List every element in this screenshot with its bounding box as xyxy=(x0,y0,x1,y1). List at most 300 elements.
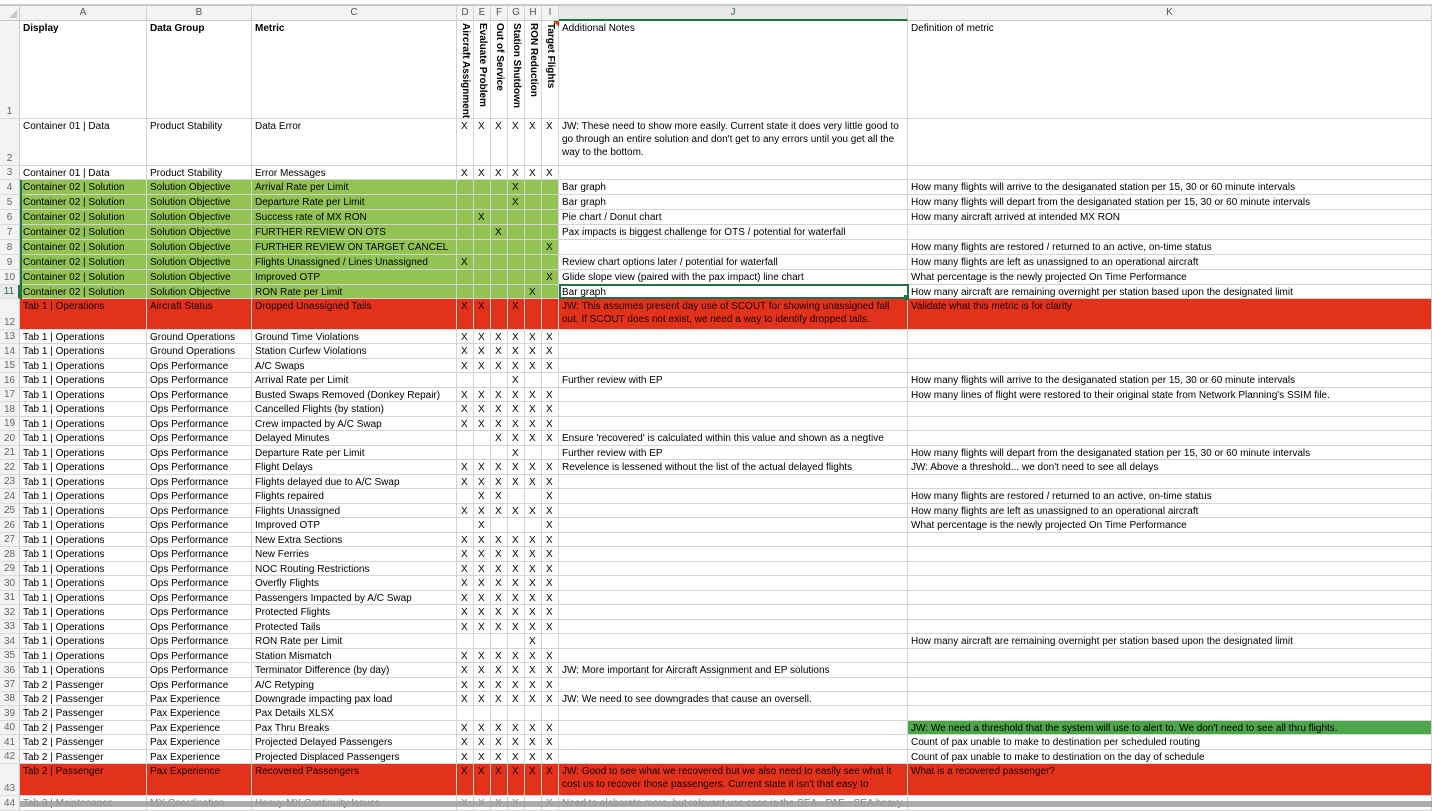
cell-solution-flag[interactable]: X xyxy=(525,678,542,692)
cell-additional-notes[interactable] xyxy=(559,721,908,735)
cell-solution-flag[interactable]: X xyxy=(491,649,508,663)
fill-handle[interactable] xyxy=(904,295,909,300)
cell-solution-flag[interactable]: X xyxy=(474,504,491,518)
cell-display[interactable]: Tab 1 | Operations xyxy=(20,504,147,518)
cell-solution-flag[interactable]: X xyxy=(457,417,474,431)
cell-metric[interactable]: Protected Tails xyxy=(252,620,457,634)
cell-data-group[interactable]: Ops Performance xyxy=(147,562,252,576)
row-header[interactable]: 36 xyxy=(0,663,20,678)
cell-display[interactable]: Tab 2 | Passenger xyxy=(20,692,147,706)
cell-solution-flag[interactable]: X xyxy=(542,591,559,605)
header-solution[interactable] xyxy=(491,21,508,119)
column-header-b[interactable]: B xyxy=(147,6,252,21)
cell-solution-flag[interactable] xyxy=(508,489,525,504)
row-header[interactable]: 23 xyxy=(0,475,20,489)
cell-metric[interactable]: Station Mismatch xyxy=(252,649,457,663)
cell-display[interactable]: Tab 1 | Operations xyxy=(20,344,147,359)
cell-additional-notes[interactable]: Pax impacts is biggest challenge for OTS / potential for waterfall xyxy=(559,225,908,240)
cell-solution-flag[interactable]: X xyxy=(525,504,542,518)
cell-solution-flag[interactable]: X xyxy=(474,344,491,359)
cell-solution-flag[interactable]: X xyxy=(525,750,542,764)
cell-solution-flag[interactable] xyxy=(508,634,525,649)
row-header[interactable]: 17 xyxy=(0,388,20,402)
cell-solution-flag[interactable]: X xyxy=(525,547,542,562)
cell-solution-flag[interactable]: X xyxy=(542,721,559,735)
cell-metric[interactable]: RON Rate per Limit xyxy=(252,285,457,299)
row-header[interactable]: 28 xyxy=(0,547,20,562)
cell-solution-flag[interactable]: X xyxy=(457,605,474,620)
cell-solution-flag[interactable]: X xyxy=(457,402,474,417)
cell-solution-flag[interactable]: X xyxy=(508,692,525,706)
cell-display[interactable]: Tab 1 | Operations xyxy=(20,475,147,489)
cell-solution-flag[interactable]: X xyxy=(491,417,508,431)
column-header-c[interactable]: C xyxy=(252,6,457,21)
cell-metric[interactable]: Data Error xyxy=(252,119,457,166)
cell-data-group[interactable]: Ops Performance xyxy=(147,620,252,634)
cell-additional-notes[interactable] xyxy=(559,240,908,255)
cell-metric[interactable]: Error Messages xyxy=(252,166,457,180)
cell-definition[interactable]: How many flights will depart from the desiganated station per 15, 30 or 60 minute intervals xyxy=(908,446,1432,460)
cell-solution-flag[interactable]: X xyxy=(542,119,559,166)
cell-solution-flag[interactable]: X xyxy=(525,431,542,446)
cell-definition[interactable]: How many flights will arrive to the desiganated station per 15, 30 or 60 minute intervals xyxy=(908,180,1432,195)
cell-solution-flag[interactable] xyxy=(542,706,559,721)
cell-data-group[interactable]: Ops Performance xyxy=(147,431,252,446)
cell-definition[interactable]: How many flights are restored / returned to an active, on-time status xyxy=(908,489,1432,504)
cell-solution-flag[interactable] xyxy=(474,285,491,299)
cell-solution-flag[interactable]: X xyxy=(542,240,559,255)
header-solution[interactable] xyxy=(457,21,474,119)
cell-data-group[interactable]: Solution Objective xyxy=(147,180,252,195)
cell-solution-flag[interactable]: X xyxy=(525,330,542,344)
cell-additional-notes[interactable] xyxy=(559,750,908,764)
cell-solution-flag[interactable] xyxy=(508,225,525,240)
cell-solution-flag[interactable]: X xyxy=(542,417,559,431)
cell-metric[interactable]: Departure Rate per Limit xyxy=(252,446,457,460)
cell-display[interactable]: Container 02 | Solution xyxy=(20,195,147,210)
cell-solution-flag[interactable]: X xyxy=(542,330,559,344)
cell-solution-flag[interactable] xyxy=(525,180,542,195)
cell-data-group[interactable]: Ops Performance xyxy=(147,402,252,417)
cell-data-group[interactable]: Ops Performance xyxy=(147,359,252,373)
row-header[interactable]: 40 xyxy=(0,721,20,735)
cell-additional-notes[interactable] xyxy=(559,649,908,663)
cell-definition[interactable]: How many flights are left as unassigned to an operational aircraft xyxy=(908,255,1432,270)
cell-solution-flag[interactable]: X xyxy=(525,764,542,796)
row-header[interactable]: 39 xyxy=(0,706,20,721)
header-solution[interactable] xyxy=(525,21,542,119)
cell-additional-notes[interactable]: JW: These need to show more easily. Current state it does very little good to go through an entire solution and don't get to any errors until you get all the way to the bottom. xyxy=(559,119,908,166)
header-definition[interactable]: Definition of metric xyxy=(908,21,1432,119)
cell-metric[interactable]: Flights Unassigned xyxy=(252,504,457,518)
cell-solution-flag[interactable]: X xyxy=(457,591,474,605)
cell-solution-flag[interactable]: X xyxy=(474,119,491,166)
header-data-group[interactable]: Data Group xyxy=(147,21,252,119)
cell-definition[interactable] xyxy=(908,562,1432,576)
cell-solution-flag[interactable] xyxy=(491,240,508,255)
cell-additional-notes[interactable] xyxy=(559,591,908,605)
cell-definition[interactable] xyxy=(908,678,1432,692)
cell-solution-flag[interactable]: X xyxy=(525,620,542,634)
cell-additional-notes[interactable] xyxy=(559,576,908,591)
cell-display[interactable]: Tab 2 | Passenger xyxy=(20,750,147,764)
cell-data-group[interactable]: Ground Operations xyxy=(147,344,252,359)
cell-metric[interactable]: Flights Unassigned / Lines Unassigned xyxy=(252,255,457,270)
cell-definition[interactable]: What percentage is the newly projected On Time Performance xyxy=(908,518,1432,533)
header-additional-notes[interactable]: Additional Notes xyxy=(559,21,908,119)
cell-definition[interactable]: What percentage is the newly projected On Time Performance xyxy=(908,270,1432,285)
cell-solution-flag[interactable]: X xyxy=(491,225,508,240)
cell-definition[interactable] xyxy=(908,663,1432,678)
cell-additional-notes[interactable] xyxy=(559,359,908,373)
cell-metric[interactable]: Arrival Rate per Limit xyxy=(252,373,457,388)
cell-solution-flag[interactable]: X xyxy=(474,359,491,373)
cell-solution-flag[interactable]: X xyxy=(508,373,525,388)
cell-data-group[interactable]: Solution Objective xyxy=(147,270,252,285)
cell-solution-flag[interactable]: X xyxy=(542,460,559,475)
row-header[interactable]: 10 xyxy=(0,270,20,285)
cell-solution-flag[interactable] xyxy=(525,373,542,388)
cell-metric[interactable]: New Ferries xyxy=(252,547,457,562)
cell-additional-notes[interactable]: JW: More important for Aircraft Assignment and EP solutions xyxy=(559,663,908,678)
cell-solution-flag[interactable] xyxy=(525,299,542,330)
cell-solution-flag[interactable]: X xyxy=(542,166,559,180)
cell-solution-flag[interactable]: X xyxy=(542,764,559,796)
cell-solution-flag[interactable] xyxy=(457,225,474,240)
cell-display[interactable]: Tab 1 | Operations xyxy=(20,388,147,402)
cell-metric[interactable]: Busted Swaps Removed (Donkey Repair) xyxy=(252,388,457,402)
cell-definition[interactable] xyxy=(908,417,1432,431)
header-solution[interactable] xyxy=(542,21,559,119)
cell-solution-flag[interactable]: X xyxy=(525,475,542,489)
cell-additional-notes[interactable] xyxy=(559,504,908,518)
cell-data-group[interactable]: Pax Experience xyxy=(147,735,252,750)
cell-solution-flag[interactable]: X xyxy=(491,475,508,489)
cell-display[interactable]: Tab 1 | Operations xyxy=(20,634,147,649)
cell-solution-flag[interactable]: X xyxy=(542,692,559,706)
cell-definition[interactable]: How many aircraft are remaining overnight per station based upon the designated limit xyxy=(908,285,1432,299)
cell-display[interactable]: Tab 1 | Operations xyxy=(20,591,147,605)
cell-solution-flag[interactable]: X xyxy=(474,591,491,605)
cell-solution-flag[interactable] xyxy=(457,634,474,649)
cell-solution-flag[interactable]: X xyxy=(542,344,559,359)
cell-solution-flag[interactable]: X xyxy=(542,735,559,750)
cell-solution-flag[interactable]: X xyxy=(525,692,542,706)
cell-display[interactable]: Tab 1 | Operations xyxy=(20,373,147,388)
cell-solution-flag[interactable]: X xyxy=(457,388,474,402)
cell-additional-notes[interactable]: Bar graph xyxy=(559,180,908,195)
cell-additional-notes[interactable]: Further review with EP xyxy=(559,446,908,460)
row-header[interactable]: 7 xyxy=(0,225,20,240)
cell-data-group[interactable]: Ops Performance xyxy=(147,504,252,518)
cell-solution-flag[interactable]: X xyxy=(474,721,491,735)
cell-solution-flag[interactable] xyxy=(457,180,474,195)
cell-solution-flag[interactable] xyxy=(457,373,474,388)
cell-metric[interactable]: Flight Delays xyxy=(252,460,457,475)
cell-additional-notes[interactable] xyxy=(559,605,908,620)
cell-data-group[interactable]: Ops Performance xyxy=(147,518,252,533)
cell-additional-notes[interactable] xyxy=(559,475,908,489)
cell-display[interactable]: Tab 2 | Passenger xyxy=(20,678,147,692)
cell-solution-flag[interactable]: X xyxy=(542,562,559,576)
cell-solution-flag[interactable]: X xyxy=(508,299,525,330)
cell-data-group[interactable]: Pax Experience xyxy=(147,692,252,706)
cell-solution-flag[interactable]: X xyxy=(457,504,474,518)
cell-solution-flag[interactable]: X xyxy=(508,402,525,417)
cell-solution-flag[interactable]: X xyxy=(457,562,474,576)
cell-definition[interactable] xyxy=(908,620,1432,634)
cell-additional-notes[interactable] xyxy=(559,330,908,344)
cell-solution-flag[interactable]: X xyxy=(474,166,491,180)
cell-additional-notes[interactable] xyxy=(559,166,908,180)
cell-metric[interactable]: New Extra Sections xyxy=(252,533,457,547)
cell-solution-flag[interactable]: X xyxy=(491,576,508,591)
cell-additional-notes[interactable]: Revelence is lessened without the list of the actual delayed flights xyxy=(559,460,908,475)
cell-solution-flag[interactable]: X xyxy=(457,721,474,735)
cell-solution-flag[interactable] xyxy=(457,489,474,504)
cell-solution-flag[interactable]: X xyxy=(457,460,474,475)
cell-solution-flag[interactable]: X xyxy=(542,750,559,764)
row-header[interactable]: 27 xyxy=(0,533,20,547)
cell-solution-flag[interactable] xyxy=(542,299,559,330)
cell-solution-flag[interactable]: X xyxy=(457,359,474,373)
cell-solution-flag[interactable] xyxy=(542,634,559,649)
cell-metric[interactable]: Terminator Difference (by day) xyxy=(252,663,457,678)
cell-solution-flag[interactable]: X xyxy=(457,649,474,663)
cell-solution-flag[interactable]: X xyxy=(457,119,474,166)
cell-solution-flag[interactable]: X xyxy=(525,460,542,475)
cell-solution-flag[interactable] xyxy=(474,706,491,721)
cell-solution-flag[interactable]: X xyxy=(525,649,542,663)
cell-solution-flag[interactable]: X xyxy=(542,678,559,692)
cell-solution-flag[interactable] xyxy=(542,180,559,195)
row-header[interactable]: 11 xyxy=(0,285,20,299)
cell-solution-flag[interactable]: X xyxy=(491,620,508,634)
cell-solution-flag[interactable]: X xyxy=(508,344,525,359)
comment-indicator-icon[interactable] xyxy=(553,21,559,27)
cell-solution-flag[interactable]: X xyxy=(542,663,559,678)
cell-data-group[interactable]: Ops Performance xyxy=(147,663,252,678)
cell-metric[interactable]: A/C Swaps xyxy=(252,359,457,373)
cell-definition[interactable]: Count of pax unable to make to destination on the day of schedule xyxy=(908,750,1432,764)
cell-display[interactable]: Tab 1 | Operations xyxy=(20,576,147,591)
cell-solution-flag[interactable]: X xyxy=(457,678,474,692)
cell-display[interactable]: Tab 1 | Operations xyxy=(20,649,147,663)
row-header[interactable]: 26 xyxy=(0,518,20,533)
cell-solution-flag[interactable]: X xyxy=(474,417,491,431)
cell-definition[interactable] xyxy=(908,344,1432,359)
row-header[interactable]: 14 xyxy=(0,344,20,359)
cell-solution-flag[interactable]: X xyxy=(491,504,508,518)
cell-solution-flag[interactable]: X xyxy=(508,721,525,735)
cell-data-group[interactable]: Ops Performance xyxy=(147,388,252,402)
cell-solution-flag[interactable]: X xyxy=(457,475,474,489)
cell-solution-flag[interactable]: X xyxy=(525,388,542,402)
row-header[interactable]: 12 xyxy=(0,299,20,330)
cell-display[interactable]: Tab 1 | Operations xyxy=(20,547,147,562)
cell-solution-flag[interactable] xyxy=(491,446,508,460)
cell-data-group[interactable]: Solution Objective xyxy=(147,285,252,299)
cell-solution-flag[interactable]: X xyxy=(457,344,474,359)
cell-additional-notes[interactable] xyxy=(559,402,908,417)
cell-display[interactable]: Tab 2 | Passenger xyxy=(20,764,147,796)
cell-solution-flag[interactable]: X xyxy=(491,764,508,796)
column-header-k[interactable]: K xyxy=(908,6,1432,21)
cell-additional-notes[interactable]: Ensure 'recovered' is calculated within this value and shown as a negtive xyxy=(559,431,908,446)
cell-solution-flag[interactable]: X xyxy=(491,489,508,504)
cell-solution-flag[interactable] xyxy=(457,431,474,446)
cell-solution-flag[interactable]: X xyxy=(508,620,525,634)
cell-solution-flag[interactable]: X xyxy=(457,255,474,270)
cell-additional-notes[interactable] xyxy=(559,735,908,750)
cell-definition[interactable] xyxy=(908,225,1432,240)
cell-display[interactable]: Tab 1 | Operations xyxy=(20,518,147,533)
cell-solution-flag[interactable]: X xyxy=(491,431,508,446)
cell-solution-flag[interactable]: X xyxy=(525,721,542,735)
row-header[interactable]: 9 xyxy=(0,255,20,270)
cell-definition[interactable]: JW: Above a threshold... we don't need to see all delays xyxy=(908,460,1432,475)
cell-data-group[interactable]: Ops Performance xyxy=(147,446,252,460)
cell-metric[interactable]: Station Curfew Violations xyxy=(252,344,457,359)
cell-solution-flag[interactable] xyxy=(525,240,542,255)
cell-data-group[interactable]: Product Stability xyxy=(147,119,252,166)
cell-definition[interactable] xyxy=(908,605,1432,620)
cell-solution-flag[interactable] xyxy=(491,180,508,195)
cell-solution-flag[interactable]: X xyxy=(508,446,525,460)
cell-solution-flag[interactable] xyxy=(508,255,525,270)
cell-solution-flag[interactable]: X xyxy=(508,649,525,663)
cell-metric[interactable]: Improved OTP xyxy=(252,518,457,533)
cell-data-group[interactable]: Pax Experience xyxy=(147,764,252,796)
cell-solution-flag[interactable]: X xyxy=(508,180,525,195)
cell-solution-flag[interactable]: X xyxy=(457,166,474,180)
cell-metric[interactable]: Protected Flights xyxy=(252,605,457,620)
cell-definition[interactable]: How many lines of flight were restored to their original state from Network Planning's SSIM file. xyxy=(908,388,1432,402)
cell-solution-flag[interactable]: X xyxy=(491,735,508,750)
cell-solution-flag[interactable]: X xyxy=(491,119,508,166)
cell-solution-flag[interactable]: X xyxy=(457,735,474,750)
cell-data-group[interactable]: Pax Experience xyxy=(147,706,252,721)
cell-additional-notes[interactable] xyxy=(559,547,908,562)
cell-solution-flag[interactable]: X xyxy=(542,475,559,489)
cell-solution-flag[interactable] xyxy=(474,180,491,195)
row-header[interactable]: 37 xyxy=(0,678,20,692)
cell-solution-flag[interactable]: X xyxy=(542,402,559,417)
row-header[interactable]: 44 xyxy=(0,796,20,811)
cell-solution-flag[interactable] xyxy=(525,270,542,285)
row-header[interactable]: 2 xyxy=(0,119,20,166)
cell-solution-flag[interactable] xyxy=(457,210,474,225)
cell-solution-flag[interactable] xyxy=(508,210,525,225)
row-header[interactable]: 16 xyxy=(0,373,20,388)
cell-definition[interactable]: How many flights will arrive to the desiganated station per 15, 30 or 60 minute intervals xyxy=(908,373,1432,388)
cell-solution-flag[interactable]: X xyxy=(508,460,525,475)
cell-data-group[interactable]: Solution Objective xyxy=(147,210,252,225)
cell-display[interactable]: Tab 2 | Passenger xyxy=(20,721,147,735)
cell-solution-flag[interactable] xyxy=(457,195,474,210)
cell-data-group[interactable]: Ground Operations xyxy=(147,330,252,344)
row-header[interactable]: 1 xyxy=(0,21,20,119)
cell-solution-flag[interactable]: X xyxy=(508,663,525,678)
row-header[interactable]: 15 xyxy=(0,359,20,373)
cell-solution-flag[interactable] xyxy=(491,634,508,649)
cell-data-group[interactable]: Ops Performance xyxy=(147,489,252,504)
cell-display[interactable]: Tab 2 | Passenger xyxy=(20,706,147,721)
cell-display[interactable]: Tab 1 | Operations xyxy=(20,663,147,678)
cell-display[interactable]: Tab 2 | Passenger xyxy=(20,735,147,750)
cell-definition[interactable]: How many aircraft arrived at intended MX RON xyxy=(908,210,1432,225)
cell-display[interactable]: Container 01 | Data xyxy=(20,119,147,166)
row-header[interactable]: 4 xyxy=(0,180,20,195)
cell-solution-flag[interactable]: X xyxy=(474,210,491,225)
cell-display[interactable]: Container 02 | Solution xyxy=(20,240,147,255)
cell-display[interactable]: Tab 1 | Operations xyxy=(20,620,147,634)
cell-solution-flag[interactable] xyxy=(508,706,525,721)
cell-metric[interactable]: Dropped Unassigned Tails xyxy=(252,299,457,330)
cell-definition[interactable] xyxy=(908,402,1432,417)
cell-solution-flag[interactable] xyxy=(508,518,525,533)
cell-additional-notes[interactable] xyxy=(559,562,908,576)
cell-solution-flag[interactable]: X xyxy=(542,270,559,285)
cell-display[interactable]: Tab 1 | Operations xyxy=(20,533,147,547)
cell-display[interactable]: Tab 1 | Operations xyxy=(20,431,147,446)
cell-definition[interactable] xyxy=(908,576,1432,591)
cell-definition[interactable]: How many flights will depart from the desiganated station per 15, 30 or 60 minute intervals xyxy=(908,195,1432,210)
cell-solution-flag[interactable]: X xyxy=(525,562,542,576)
cell-definition[interactable]: What is a recovered passenger? xyxy=(908,764,1432,796)
cell-additional-notes[interactable]: JW: We need to see downgrades that cause an oversell. xyxy=(559,692,908,706)
cell-solution-flag[interactable] xyxy=(542,255,559,270)
cell-metric[interactable]: Delayed Minutes xyxy=(252,431,457,446)
cell-additional-notes[interactable] xyxy=(559,634,908,649)
cell-solution-flag[interactable] xyxy=(525,225,542,240)
column-header-i[interactable]: I xyxy=(542,6,559,21)
cell-metric[interactable]: Departure Rate per Limit xyxy=(252,195,457,210)
cell-additional-notes[interactable] xyxy=(559,344,908,359)
cell-solution-flag[interactable]: X xyxy=(474,402,491,417)
cell-metric[interactable]: Projected Delayed Passengers xyxy=(252,735,457,750)
cell-solution-flag[interactable] xyxy=(474,195,491,210)
cell-metric[interactable]: Ground Time Violations xyxy=(252,330,457,344)
cell-definition[interactable]: Count of pax unable to make to destination per scheduled routing xyxy=(908,735,1432,750)
cell-solution-flag[interactable]: X xyxy=(457,576,474,591)
cell-metric[interactable]: Passengers Impacted by A/C Swap xyxy=(252,591,457,605)
cell-display[interactable]: Container 02 | Solution xyxy=(20,270,147,285)
cell-definition[interactable] xyxy=(908,533,1432,547)
cell-solution-flag[interactable] xyxy=(474,225,491,240)
cell-solution-flag[interactable] xyxy=(542,285,559,299)
cell-solution-flag[interactable] xyxy=(508,270,525,285)
row-header[interactable]: 24 xyxy=(0,489,20,504)
cell-solution-flag[interactable]: X xyxy=(474,735,491,750)
cell-definition[interactable] xyxy=(908,475,1432,489)
cell-solution-flag[interactable] xyxy=(474,270,491,285)
cell-solution-flag[interactable]: X xyxy=(508,678,525,692)
cell-metric[interactable]: FURTHER REVIEW ON OTS xyxy=(252,225,457,240)
cell-solution-flag[interactable] xyxy=(491,255,508,270)
cell-solution-flag[interactable]: X xyxy=(457,299,474,330)
cell-solution-flag[interactable]: X xyxy=(508,330,525,344)
cell-additional-notes[interactable] xyxy=(559,706,908,721)
cell-solution-flag[interactable] xyxy=(491,518,508,533)
cell-display[interactable]: Tab 1 | Operations xyxy=(20,330,147,344)
cell-solution-flag[interactable]: X xyxy=(542,533,559,547)
cell-solution-flag[interactable]: X xyxy=(474,489,491,504)
cell-solution-flag[interactable]: X xyxy=(508,195,525,210)
column-header-h[interactable]: H xyxy=(525,6,542,21)
cell-solution-flag[interactable]: X xyxy=(525,344,542,359)
cell-solution-flag[interactable] xyxy=(457,285,474,299)
